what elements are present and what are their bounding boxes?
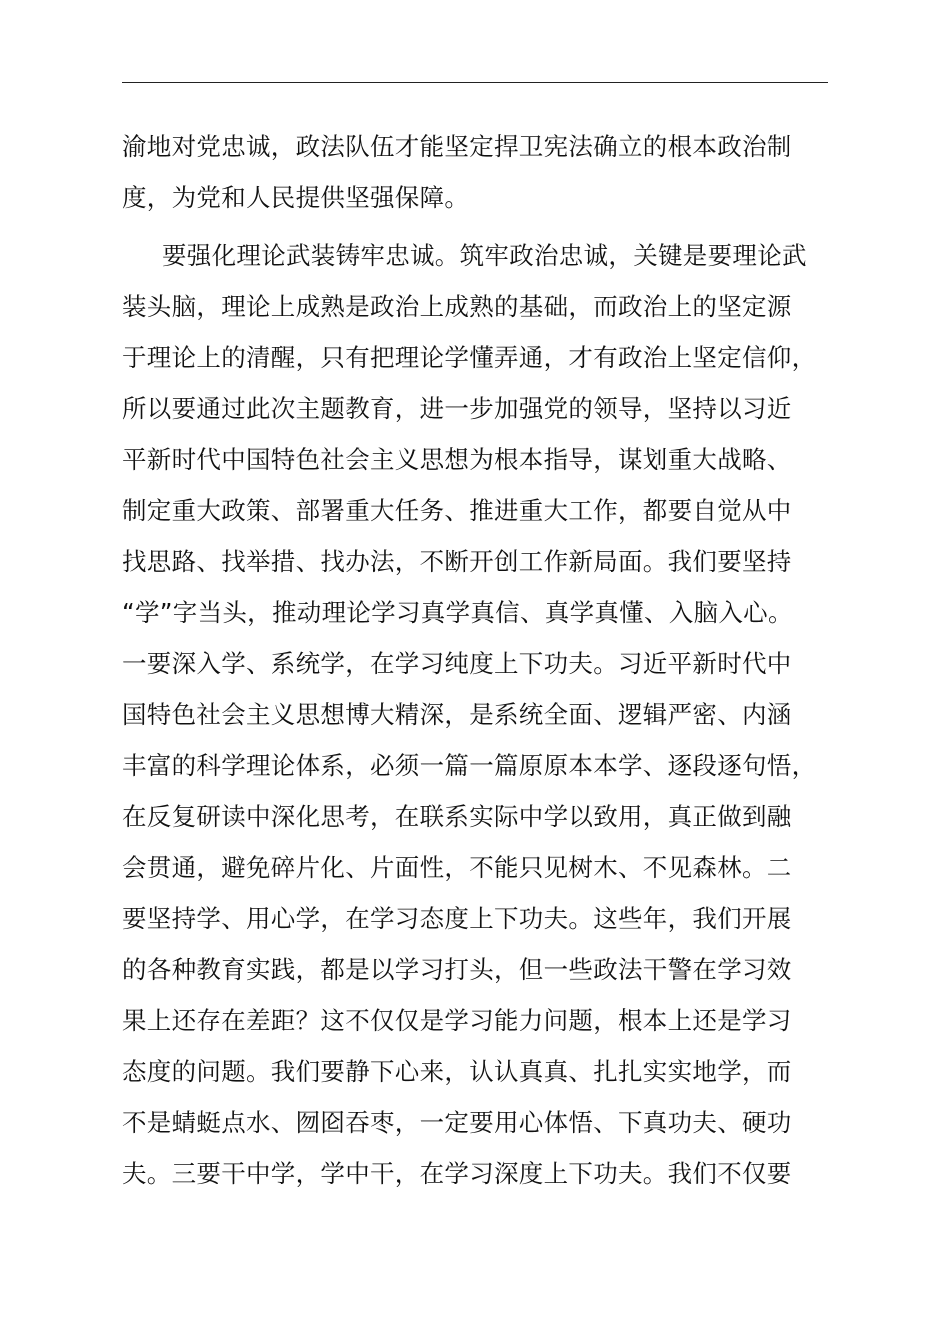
text-line-2: 度，为党和人民提供坚强保障。: [122, 183, 470, 212]
text-line-10: “学”字当头，推动理论学习真学真信、真学真懂、入脑入心。: [122, 598, 793, 627]
text-line-5: 于理论上的清醒，只有把理论学懂弄通，才有政治上坚定信仰，: [122, 343, 817, 372]
paragraph-start-line: 要强化理论武装铸牢忠诚。筑牢政治忠诚，关键是要理论武: [162, 241, 807, 270]
text-line-18: 果上还存在差距？这不仅仅是学习能力问题，根本上还是学习: [122, 1006, 792, 1035]
text-line-13: 丰富的科学理论体系，必须一篇一篇原原本本学、逐段逐句悟，: [122, 751, 817, 780]
text-line-4: 装头脑，理论上成熟是政治上成熟的基础，而政治上的坚定源: [122, 292, 792, 321]
text-line-12: 国特色社会主义思想博大精深，是系统全面、逻辑严密、内涵: [122, 700, 792, 729]
text-line-20: 不是蜻蜓点水、囫囵吞枣，一定要用心体悟、下真功夫、硬功: [122, 1108, 792, 1137]
text-line-8: 制定重大政策、部署重大任务、推进重大工作，都要自觉从中: [122, 496, 792, 525]
text-line-16: 要坚持学、用心学，在学习态度上下功夫。这些年，我们开展: [122, 904, 792, 933]
text-line-1: 渝地对党忠诚，政法队伍才能坚定捍卫宪法确立的根本政治制: [122, 132, 792, 161]
text-line-17: 的各种教育实践，都是以学习打头，但一些政法干警在学习效: [122, 955, 792, 984]
text-line-19: 态度的问题。我们要静下心来，认认真真、扎扎实实地学，而: [122, 1057, 792, 1086]
text-line-14: 在反复研读中深化思考，在联系实际中学以致用，真正做到融: [122, 802, 792, 831]
header-rule: [122, 82, 828, 83]
text-line-15: 会贯通，避免碎片化、片面性，不能只见树木、不见森林。二: [122, 853, 792, 882]
text-line-7: 平新时代中国特色社会主义思想为根本指导，谋划重大战略、: [122, 445, 792, 474]
text-line-21: 夫。三要干中学，学中干，在学习深度上下功夫。我们不仅要: [122, 1159, 792, 1188]
text-line-6: 所以要通过此次主题教育，进一步加强党的领导，坚持以习近: [122, 394, 792, 423]
text-line-11: 一要深入学、系统学，在学习纯度上下功夫。习近平新时代中: [122, 649, 792, 678]
text-line-9: 找思路、找举措、找办法，不断开创工作新局面。我们要坚持: [122, 547, 792, 576]
